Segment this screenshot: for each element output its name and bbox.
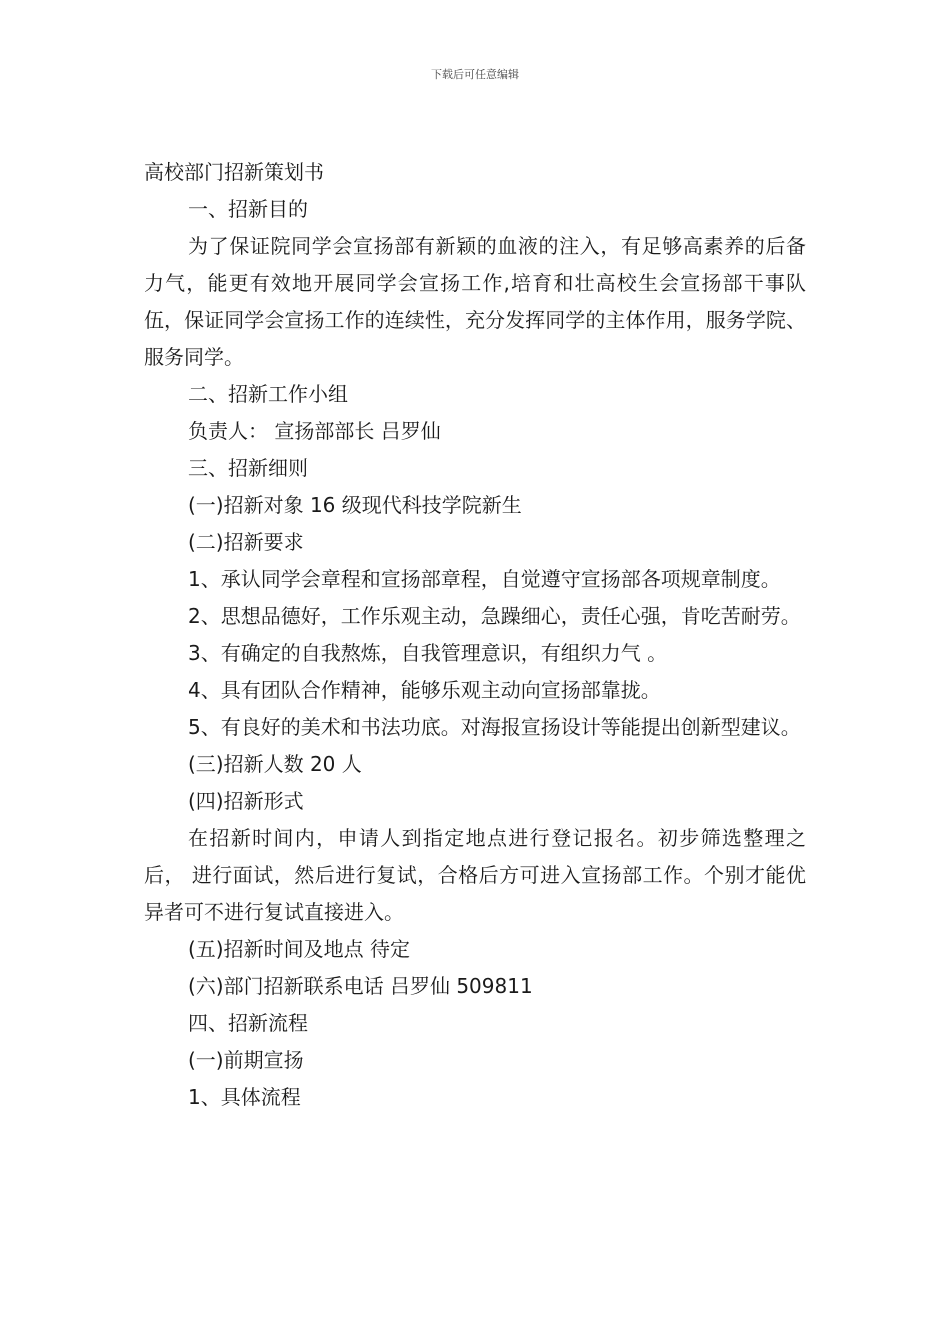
- list-item-requirement-5: 5、有良好的美术和书法功底。对海报宣扬设计等能提出创新型建议。: [188, 715, 801, 739]
- page-header-note: 下载后可任意编辑: [431, 68, 519, 81]
- paragraph-recruit-format-heading: (四)招新形式: [188, 789, 304, 813]
- document-body: [144, 154, 806, 1116]
- list-item-specific-process: 1、具体流程: [188, 1085, 301, 1109]
- list-item-requirement-1: 1、承认同学会章程和宣扬部章程，自觉遵守宣扬部各项规章制度。: [188, 567, 781, 591]
- paragraph-time-location: (五)招新时间及地点 待定: [188, 937, 410, 961]
- list-item-requirement-2: 2、思想品德好，工作乐观主动，急躁细心，责任心强，肯吃苦耐劳。: [188, 604, 801, 628]
- paragraph-person-in-charge: 负责人： 宣扬部部长 吕罗仙: [188, 419, 441, 443]
- paragraph-purpose-text: 为了保证院同学会宣扬部有新颖的血液的注入，有足够高素养的后备力气，能更有效地开展同学会宣扬工作,培育和壮高校生会宣扬部干事队伍，保证同学会宣扬工作的连续性，充分发挥同学的主体作用，服务学院、服务同学。: [144, 234, 806, 369]
- paragraph-recruit-count: (三)招新人数 20 人: [188, 752, 362, 776]
- section-heading-process: 四、招新流程: [188, 1011, 308, 1035]
- paragraph-early-promotion: (一)前期宣扬: [188, 1048, 304, 1072]
- list-item-requirement-4: 4、具有团队合作精神，能够乐观主动向宣扬部靠拢。: [188, 678, 661, 702]
- paragraph-contact-phone: (六)部门招新联系电话 吕罗仙 509811: [188, 974, 533, 998]
- section-heading-team: 二、招新工作小组: [188, 382, 348, 406]
- list-item-requirement-3: 3、有确定的自我熬炼，自我管理意识，有组织力气 。: [188, 641, 668, 665]
- paragraph-requirements-heading: (二)招新要求: [188, 530, 304, 554]
- paragraph-recruit-target: (一)招新对象 16 级现代科技学院新生: [188, 493, 522, 517]
- document-title: 高校部门招新策划书: [144, 160, 324, 184]
- section-heading-purpose: 一、招新目的: [188, 197, 308, 221]
- section-heading-rules: 三、招新细则: [188, 456, 308, 480]
- paragraph-recruit-format-text: 在招新时间内，申请人到指定地点进行登记报名。初步筛选整理之后， 进行面试，然后进行复试，合格后方可进入宣扬部工作。个别才能优异者可不进行复试直接进入。: [144, 826, 806, 924]
